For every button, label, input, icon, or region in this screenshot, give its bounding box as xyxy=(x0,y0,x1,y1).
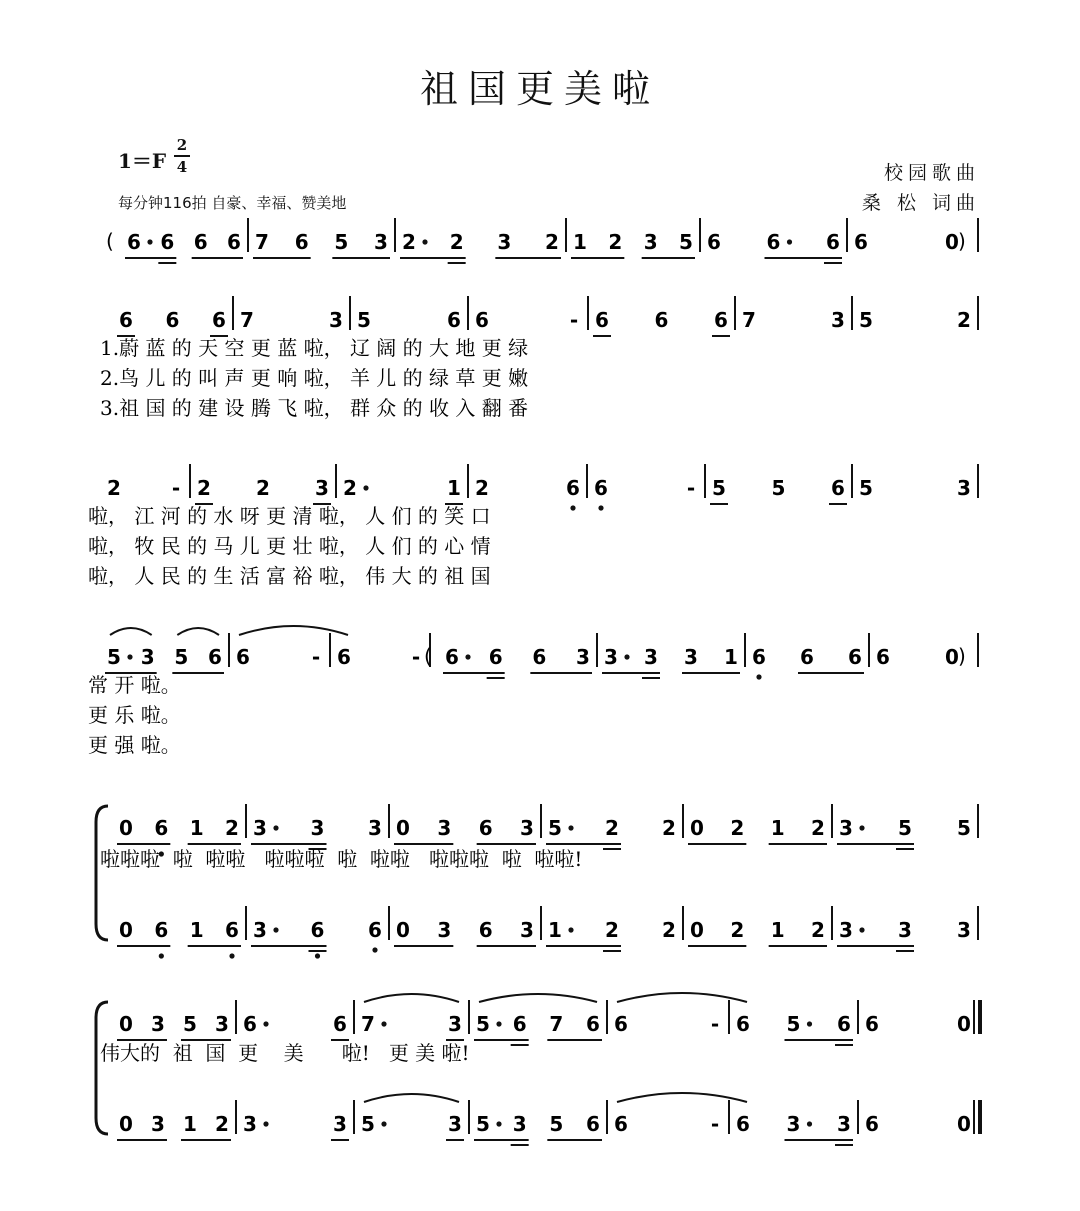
augmentation-dot xyxy=(568,927,573,932)
augmentation-dot xyxy=(807,1121,812,1126)
close-paren: ) xyxy=(958,644,966,668)
note: 3 xyxy=(831,308,845,332)
note: 0 xyxy=(119,1012,133,1036)
note: 6 xyxy=(865,1112,879,1136)
augmentation-dot xyxy=(127,654,132,659)
tie-arc xyxy=(617,1093,747,1102)
note: 3 xyxy=(437,816,452,840)
note: 6 xyxy=(333,1012,347,1036)
octave-dot-below xyxy=(229,953,234,958)
note: 7 xyxy=(742,308,756,332)
note: 6 xyxy=(512,1012,527,1036)
note: 6 xyxy=(826,230,840,254)
note: 0 xyxy=(945,645,959,669)
note: 6 xyxy=(865,1012,879,1036)
note: 0 xyxy=(957,1112,971,1136)
song-title: 祖国更美啦 xyxy=(419,67,660,111)
note: 2 xyxy=(225,816,239,840)
octave-dot-below xyxy=(315,953,320,958)
octave-dot-below xyxy=(372,947,377,952)
lyric-line: 啦啦啦 啦 啦啦 啦啦啦 啦 啦啦 啦啦啦 啦 啦啦! xyxy=(100,847,583,871)
note: 6 xyxy=(212,308,226,332)
time-signature-top: 2 xyxy=(176,136,188,154)
note: 2 xyxy=(402,230,416,254)
note: 3 xyxy=(520,918,534,942)
note: 6 xyxy=(127,230,141,254)
note: 3 xyxy=(576,645,590,669)
note: 6 xyxy=(243,1012,257,1036)
augmentation-dot xyxy=(568,825,573,830)
note: 6 xyxy=(736,1012,750,1036)
note: - xyxy=(171,476,181,500)
note: 3 xyxy=(310,816,325,840)
note: 3 xyxy=(839,816,853,840)
note: - xyxy=(686,476,696,500)
note: 3 xyxy=(243,1112,257,1136)
note: 5 xyxy=(183,1012,197,1036)
note: 6 xyxy=(310,918,325,942)
note: 3 xyxy=(368,816,382,840)
note: 2 xyxy=(811,816,825,840)
note: 2 xyxy=(957,308,971,332)
note: 1 xyxy=(189,918,204,942)
note: 6 xyxy=(707,230,721,254)
note: 6 xyxy=(154,816,169,840)
note: 5 xyxy=(476,1112,490,1136)
note: 3 xyxy=(448,1112,462,1136)
note: 5 xyxy=(476,1012,490,1036)
note: 2 xyxy=(662,918,676,942)
octave-dot-below xyxy=(598,505,603,510)
note: 3 xyxy=(253,816,267,840)
note: 6 xyxy=(586,1112,600,1136)
note: 2 xyxy=(197,476,211,500)
note: 6 xyxy=(225,918,239,942)
augmentation-dot xyxy=(273,927,278,932)
note: 6 xyxy=(800,645,814,669)
lyric-line: 常 开 啦。 xyxy=(88,673,181,697)
note: 2 xyxy=(608,230,623,254)
note: - xyxy=(411,645,421,669)
lyric-line: 2.鸟 儿 的 叫 声 更 响 啦， 羊 儿 的 绿 草 更 嫩 xyxy=(100,366,529,390)
augmentation-dot xyxy=(263,1021,268,1026)
note: 6 xyxy=(447,308,461,332)
note: 6 xyxy=(654,308,669,332)
note: 5 xyxy=(859,476,873,500)
note: 5 xyxy=(859,308,873,332)
note: 6 xyxy=(478,816,493,840)
augmentation-dot xyxy=(422,239,427,244)
note: 3 xyxy=(140,645,155,669)
note: 6 xyxy=(160,230,175,254)
note: 2 xyxy=(545,230,559,254)
augmentation-dot xyxy=(496,1021,501,1026)
augmentation-dot xyxy=(381,1121,386,1126)
note: 1 xyxy=(548,918,562,942)
augmentation-dot xyxy=(263,1121,268,1126)
note: 3 xyxy=(374,230,388,254)
note: - xyxy=(569,308,579,332)
note: 2 xyxy=(730,816,745,840)
key-signature: 1＝F xyxy=(118,149,167,173)
note: 7 xyxy=(361,1012,375,1036)
note: 1 xyxy=(573,230,587,254)
note: 5 xyxy=(957,816,971,840)
note: 2 xyxy=(256,476,270,500)
note: 6 xyxy=(488,645,503,669)
note: 5 xyxy=(771,476,786,500)
note: 3 xyxy=(329,308,343,332)
note: 6 xyxy=(595,308,609,332)
note: 0 xyxy=(396,816,410,840)
augmentation-dot xyxy=(496,1121,501,1126)
note: 6 xyxy=(154,918,169,942)
tempo-marking: 每分钟116拍 自豪、幸福、赞美地 xyxy=(118,194,347,212)
lyric-line: 啦， 人 民 的 生 活 富 裕 啦， 伟 大 的 祖 国 xyxy=(88,564,491,588)
note: 6 xyxy=(736,1112,750,1136)
augmentation-dot xyxy=(147,239,152,244)
tie-arc xyxy=(479,994,597,1002)
note: 6 xyxy=(227,230,241,254)
note: 0 xyxy=(119,1112,133,1136)
note: 3 xyxy=(333,1112,347,1136)
augmentation-dot xyxy=(363,485,368,490)
note: 5 xyxy=(712,476,726,500)
note: 6 xyxy=(614,1012,628,1036)
lyric-line: 更 强 啦。 xyxy=(88,733,181,757)
note: 6 xyxy=(193,230,208,254)
octave-dot-below xyxy=(570,505,575,510)
tie-arc xyxy=(617,993,747,1002)
note: 3 xyxy=(215,1012,229,1036)
note: 6 xyxy=(337,645,351,669)
augmentation-dot xyxy=(787,239,792,244)
note: 6 xyxy=(831,476,845,500)
augmentation-dot xyxy=(859,825,864,830)
note: 6 xyxy=(837,1012,851,1036)
note: 7 xyxy=(549,1012,564,1036)
note: - xyxy=(311,645,321,669)
note: 5 xyxy=(107,645,121,669)
augmentation-dot xyxy=(624,654,629,659)
note: 6 xyxy=(752,645,766,669)
note: 3 xyxy=(497,230,512,254)
note: 2 xyxy=(449,230,464,254)
note: 6 xyxy=(766,230,781,254)
slur-arc xyxy=(177,628,219,635)
note: 5 xyxy=(548,816,562,840)
note: 2 xyxy=(605,816,619,840)
genre-label: 校园歌曲 xyxy=(883,162,980,184)
note: 3 xyxy=(151,1112,165,1136)
note: 2 xyxy=(107,476,121,500)
note: 6 xyxy=(445,645,459,669)
note: 1 xyxy=(724,645,738,669)
note: 3 xyxy=(898,918,912,942)
open-paren: ( xyxy=(424,644,432,668)
note: 3 xyxy=(957,918,971,942)
note: 0 xyxy=(690,918,704,942)
note: 6 xyxy=(848,645,862,669)
note: 0 xyxy=(119,816,133,840)
note: 6 xyxy=(368,918,382,942)
note: 0 xyxy=(957,1012,971,1036)
note: 3 xyxy=(643,230,658,254)
lyric-line: 啦， 江 河 的 水 呀 更 清 啦， 人 们 的 笑 口 xyxy=(88,504,491,528)
open-paren: ( xyxy=(106,229,114,253)
note: 6 xyxy=(165,308,180,332)
note: 3 xyxy=(437,918,452,942)
note: 2 xyxy=(730,918,745,942)
lyric-line: 伟大的 祖 国 更 美 啦! 更 美 啦! xyxy=(100,1041,470,1065)
note: - xyxy=(710,1012,720,1036)
lyric-line: 啦， 牧 民 的 马 儿 更 壮 啦， 人 们 的 心 情 xyxy=(88,534,491,558)
note: 6 xyxy=(294,230,309,254)
note: 6 xyxy=(714,308,728,332)
note: 6 xyxy=(475,308,489,332)
note: 6 xyxy=(876,645,890,669)
note: 5 xyxy=(357,308,371,332)
system-brace xyxy=(96,806,108,940)
note: 3 xyxy=(839,918,853,942)
augmentation-dot xyxy=(381,1021,386,1026)
note: 2 xyxy=(662,816,676,840)
lyric-line: 3.祖 国 的 建 设 腾 飞 啦， 群 众 的 收 入 翻 番 xyxy=(100,396,529,420)
note: 6 xyxy=(594,476,608,500)
composer-credit: 桑 松 词曲 xyxy=(861,192,980,214)
note: 3 xyxy=(837,1112,851,1136)
close-paren: ) xyxy=(958,229,966,253)
system-brace xyxy=(96,1002,108,1134)
time-signature-bottom: 4 xyxy=(176,158,188,176)
note: 1 xyxy=(183,1112,197,1136)
note: 2 xyxy=(811,918,825,942)
note: 3 xyxy=(604,645,618,669)
augmentation-dot xyxy=(273,825,278,830)
note: - xyxy=(710,1112,720,1136)
note: 2 xyxy=(215,1112,229,1136)
note: 2 xyxy=(475,476,489,500)
note: 1 xyxy=(189,816,204,840)
note: 3 xyxy=(786,1112,801,1136)
note: 3 xyxy=(151,1012,165,1036)
note: 5 xyxy=(786,1012,801,1036)
note: 0 xyxy=(690,816,704,840)
note: 2 xyxy=(605,918,619,942)
note: 1 xyxy=(447,476,461,500)
note: 6 xyxy=(854,230,868,254)
note: 3 xyxy=(520,816,534,840)
note: 6 xyxy=(236,645,250,669)
note: 3 xyxy=(448,1012,462,1036)
note: 6 xyxy=(586,1012,600,1036)
slur-arc xyxy=(110,628,152,635)
note: 6 xyxy=(532,645,547,669)
note: 5 xyxy=(549,1112,564,1136)
octave-dot-below xyxy=(756,674,761,679)
note: 2 xyxy=(343,476,357,500)
lyric-line: 1.蔚 蓝 的 天 空 更 蓝 啦， 辽 阔 的 大 地 更 绿 xyxy=(100,336,529,360)
note: 5 xyxy=(174,645,189,669)
note: 6 xyxy=(208,645,222,669)
note: 6 xyxy=(119,308,133,332)
note: 3 xyxy=(957,476,971,500)
note: 5 xyxy=(361,1112,375,1136)
note: 3 xyxy=(253,918,267,942)
note: 3 xyxy=(512,1112,527,1136)
note: 1 xyxy=(770,918,785,942)
tie-arc xyxy=(239,626,348,635)
note: 5 xyxy=(898,816,912,840)
note: 3 xyxy=(644,645,658,669)
octave-dot-below xyxy=(159,953,164,958)
note: 5 xyxy=(679,230,693,254)
note: 5 xyxy=(334,230,349,254)
note: 0 xyxy=(119,918,133,942)
lyric-line: 更 乐 啦。 xyxy=(88,703,181,727)
tie-arc xyxy=(364,1094,459,1102)
tie-arc xyxy=(364,994,459,1002)
note: 3 xyxy=(684,645,698,669)
augmentation-dot xyxy=(465,654,470,659)
note: 0 xyxy=(945,230,959,254)
note: 0 xyxy=(396,918,410,942)
augmentation-dot xyxy=(807,1021,812,1026)
note: 6 xyxy=(566,476,580,500)
augmentation-dot xyxy=(859,927,864,932)
note: 7 xyxy=(255,230,269,254)
note: 1 xyxy=(770,816,785,840)
note: 6 xyxy=(478,918,493,942)
note: 3 xyxy=(315,476,329,500)
note: 6 xyxy=(614,1112,628,1136)
note: 7 xyxy=(240,308,254,332)
